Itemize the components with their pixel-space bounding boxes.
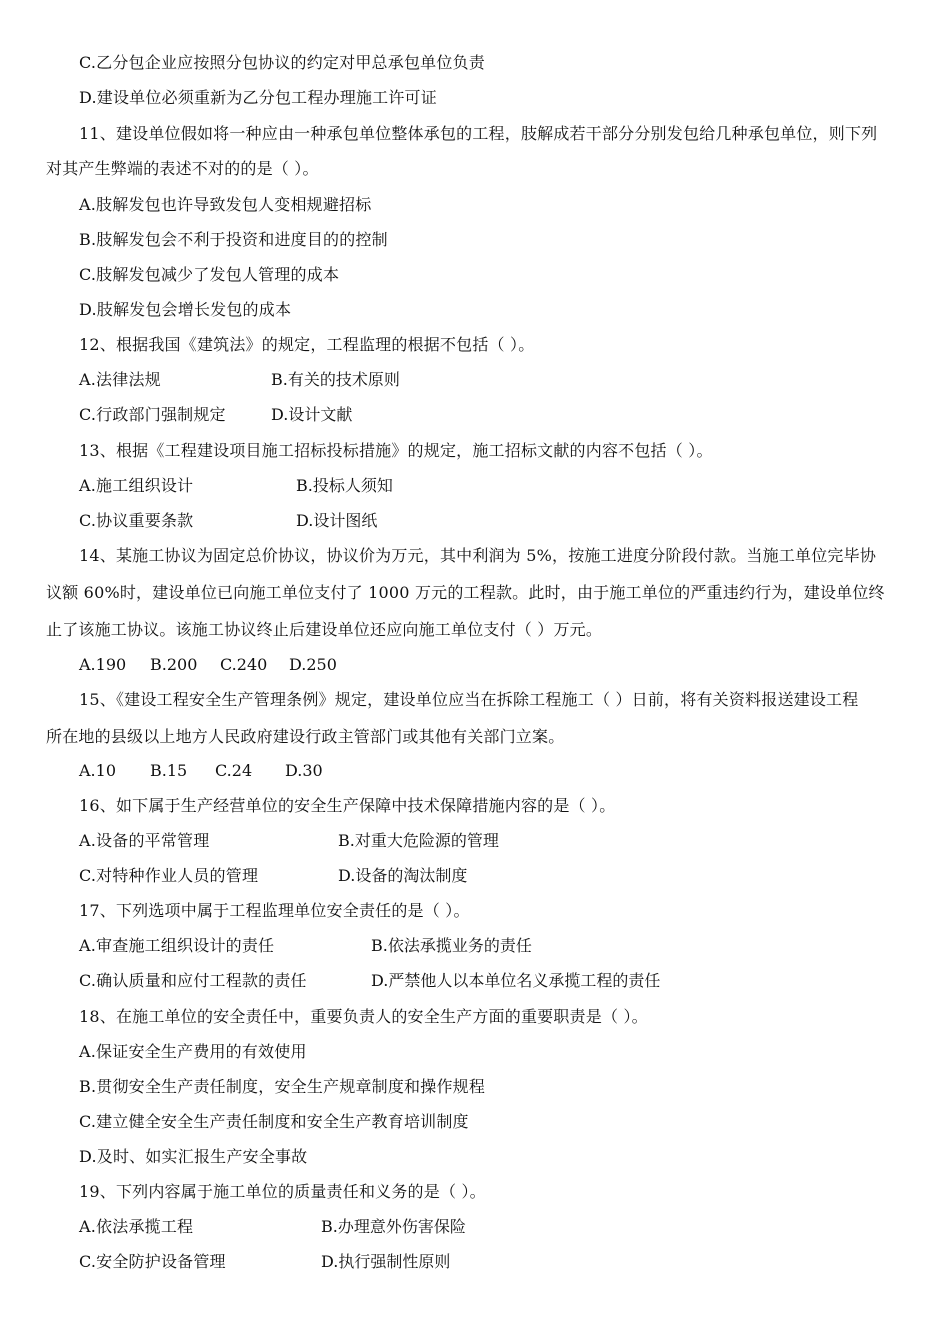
q10-option-d: D.建设单位必须重新为乙分包工程办理施工许可证 — [79, 88, 437, 107]
q13-stem: 13、根据《工程建设项目施工招标投标措施》的规定，施工招标文献的内容不包括（ ）。 — [79, 441, 713, 460]
q13-option-b: B.投标人须知 — [296, 476, 393, 495]
q19-option-c: C.安全防护设备管理 — [79, 1252, 226, 1271]
q17-option-a: A.审查施工组织设计的责任 — [79, 936, 275, 955]
q18-option-a: A.保证安全生产费用的有效使用 — [79, 1042, 307, 1061]
q16-option-d: D.设备的淘汰制度 — [338, 866, 468, 885]
q14-option-c: C.240 — [220, 655, 268, 674]
q18-stem: 18、在施工单位的安全责任中，重要负责人的安全生产方面的重要职责是（ ）。 — [79, 1007, 648, 1026]
q12-option-b: B.有关的技术原则 — [271, 370, 400, 389]
q15-stem-line1: 15、《建设工程安全生产管理条例》规定，建设单位应当在拆除工程施工（ ）日前，将有关资料报送建设工程 — [79, 690, 859, 709]
q16-stem: 16、如下属于生产经营单位的安全生产保障中技术保障措施内容的是（ ）。 — [79, 796, 616, 815]
q17-option-d: D.严禁他人以本单位名义承揽工程的责任 — [371, 971, 661, 990]
q13-option-d: D.设计图纸 — [296, 511, 378, 530]
q15-option-b: B.15 — [150, 761, 188, 780]
q11-option-c: C.肢解发包减少了发包人管理的成本 — [79, 265, 340, 284]
q16-option-b: B.对重大危险源的管理 — [338, 831, 499, 850]
q13-option-c: C.协议重要条款 — [79, 511, 194, 530]
q17-stem: 17、下列选项中属于工程监理单位安全责任的是（ ）。 — [79, 901, 470, 920]
q11-option-d: D.肢解发包会增长发包的成本 — [79, 300, 292, 319]
q11-option-a: A.肢解发包也许导致发包人变相规避招标 — [79, 195, 372, 214]
q11-option-b: B.肢解发包会不利于投资和进度目的的控制 — [79, 230, 388, 249]
q12-option-a: A.法律法规 — [79, 370, 161, 389]
q18-option-c: C.建立健全安全生产责任制度和安全生产教育培训制度 — [79, 1112, 469, 1131]
q14-stem-line3: 止了该施工协议。该施工协议终止后建设单位还应向施工单位支付（ ）万元。 — [46, 620, 603, 639]
q19-option-b: B.办理意外伤害保险 — [321, 1217, 466, 1236]
q15-option-a: A.10 — [79, 761, 116, 780]
q17-option-b: B.依法承揽业务的责任 — [371, 936, 532, 955]
q11-stem-line1: 11、建设单位假如将一种应由一种承包单位整体承包的工程，肢解成若干部分分别发包给几种承包单位，则下列 — [79, 124, 878, 143]
q19-option-d: D.执行强制性原则 — [321, 1252, 451, 1271]
q19-stem: 19、下列内容属于施工单位的质量责任和义务的是（ ）。 — [79, 1182, 486, 1201]
q12-stem: 12、根据我国《建筑法》的规定，工程监理的根据不包括（ ）。 — [79, 335, 535, 354]
q14-option-a: A.190 — [79, 655, 127, 674]
q18-option-b: B.贯彻安全生产责任制度，安全生产规章制度和操作规程 — [79, 1077, 486, 1096]
q10-option-c: C.乙分包企业应按照分包协议的约定对甲总承包单位负责 — [79, 53, 485, 72]
q16-option-c: C.对特种作业人员的管理 — [79, 866, 259, 885]
q11-stem-line2: 对其产生弊端的表述不对的的是（ ）。 — [46, 159, 319, 178]
q13-option-a: A.施工组织设计 — [79, 476, 194, 495]
q12-option-c: C.行政部门强制规定 — [79, 405, 226, 424]
q12-option-d: D.设计文献 — [271, 405, 353, 424]
q16-option-a: A.设备的平常管理 — [79, 831, 210, 850]
q19-option-a: A.依法承揽工程 — [79, 1217, 194, 1236]
q15-option-c: C.24 — [215, 761, 253, 780]
q17-option-c: C.确认质量和应付工程款的责任 — [79, 971, 307, 990]
q14-stem-line1: 14、某施工协议为固定总价协议，协议价为万元，其中利润为 5%，按施工进度分阶段付款。当施工单位完毕协 — [79, 546, 877, 565]
q15-option-d: D.30 — [285, 761, 323, 780]
q14-option-d: D.250 — [289, 655, 337, 674]
q18-option-d: D.及时、如实汇报生产安全事故 — [79, 1147, 308, 1166]
q14-option-b: B.200 — [150, 655, 198, 674]
q15-stem-line2: 所在地的县级以上地方人民政府建设行政主管部门或其他有关部门立案。 — [46, 727, 565, 746]
q14-stem-line2: 议额 60%时，建设单位已向施工单位支付了 1000 万元的工程款。此时，由于施工单位的严重违约行为，建设单位终 — [46, 583, 885, 602]
